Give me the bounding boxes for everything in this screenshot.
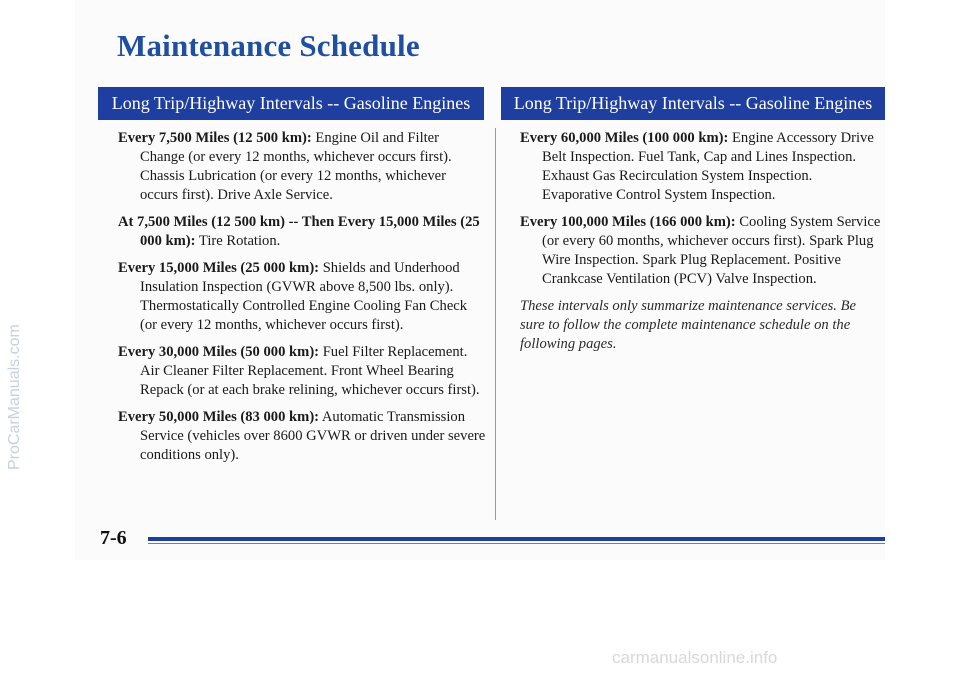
entry-heading: Every 7,500 Miles (12 500 km): [118,130,312,146]
entry-heading: Every 100,000 Miles (166 000 km): [520,214,736,230]
schedule-entry [520,213,882,289]
page-number: 7-6 [100,527,127,549]
column-divider [495,128,496,520]
bottom-watermark: carmanualsonline.info [612,648,778,667]
schedule-entry [118,213,486,251]
entry-text: Engine Oil and Filter Change (or every 12 months, whichever occurs first). Chassis Lubrication (or every 12 months, whichever occurs first). Drive Axle Service. [140,130,452,203]
footer-rule-thin [148,543,885,544]
entry-text: Automatic Transmission Service (vehicles over 8600 GVWR or driven under severe conditions only). [140,409,486,463]
entry-text: Engine Accessory Drive Belt Inspection. Fuel Tank, Cap and Lines Inspection. Exhaust Gas Recirculation System Inspection. Evaporative Control System Inspection. [542,130,874,203]
summary-note: These intervals only summarize maintenance services. Be sure to follow the complete maintenance schedule on the following pages. [520,298,856,352]
schedule-entry [118,129,486,205]
entry-text: Cooling System Service (or every 60 months, whichever occurs first). Spark Plug Wire Inspection. Spark Plug Replacement. Positive Crankcase Ventilation (PCV) Valve Inspection. [542,214,881,287]
schedule-entry [520,129,882,205]
entry-text: Tire Rotation. [195,233,281,249]
entry-heading: At 7,500 Miles (12 500 km) -- Then Every 15,000 Miles (25 000 km): [118,214,480,249]
right-section-banner: Long Trip/Highway Intervals -- Gasoline Engines [501,87,885,120]
side-watermark: ProCarManuals.com [6,324,23,470]
entry-heading: Every 30,000 Miles (50 000 km): [118,344,320,360]
entry-heading: Every 15,000 Miles (25 000 km): [118,260,320,276]
right-column [520,129,882,354]
entry-heading: Every 60,000 Miles (100 000 km): [520,130,729,146]
schedule-entry [118,343,486,400]
page-title: Maintenance Schedule [117,28,420,63]
schedule-entry [118,259,486,335]
entry-text: Fuel Filter Replacement. Air Cleaner Filter Replacement. Front Wheel Bearing Repack (or at each brake relining, whichever occurs first). [140,344,480,398]
schedule-entry [118,408,486,465]
left-section-banner: Long Trip/Highway Intervals -- Gasoline Engines [98,87,484,120]
entry-heading: Every 50,000 Miles (83 000 km): [118,409,320,425]
left-column [118,129,486,473]
footer-rule [148,537,885,541]
entry-text: Shields and Underhood Insulation Inspection (GVWR above 8,500 lbs. only). Thermostatically Controlled Engine Cooling Fan Check (or every 12 months, whichever occurs first). [140,260,468,333]
